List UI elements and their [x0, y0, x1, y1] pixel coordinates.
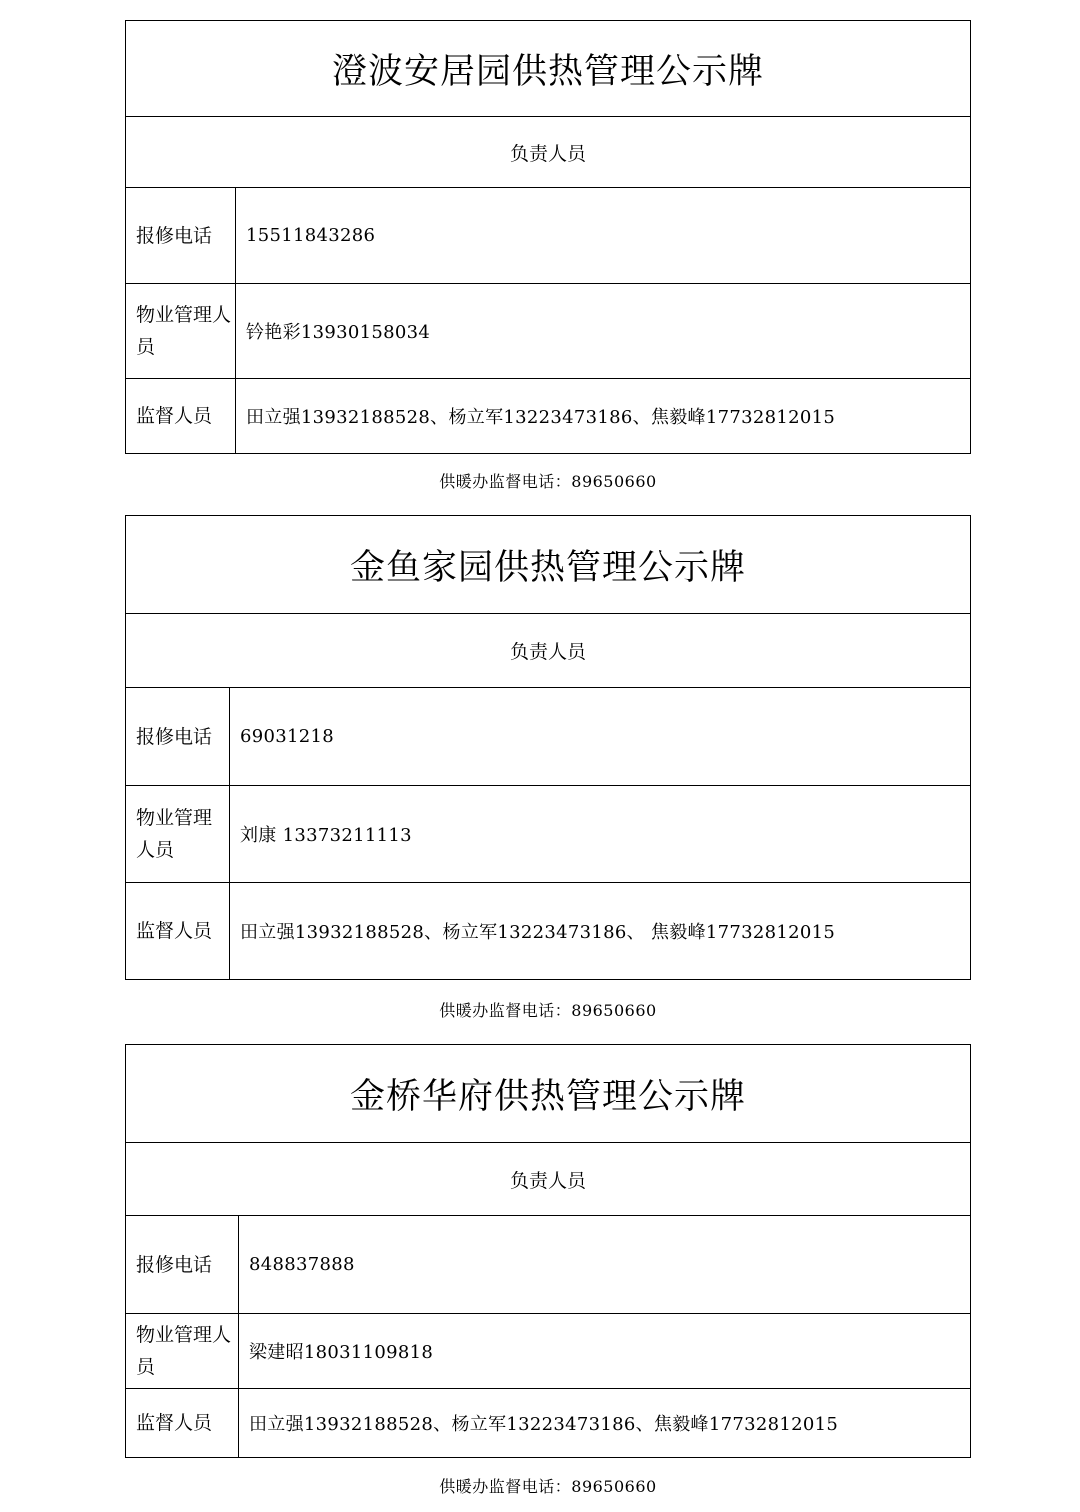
supervisor-label: 监督人员 [126, 1389, 239, 1458]
repair-phone-label: 报修电话 [126, 688, 230, 786]
supervisor-value: 田立强13932188528、杨立军13223473186、焦毅峰17732812015 [236, 379, 971, 454]
supervision-phone-note: 供暖办监督电话：89650660 [439, 1477, 657, 1496]
repair-phone-label: 报修电话 [126, 1216, 239, 1314]
supervision-phone-note: 供暖办监督电话：89650660 [439, 472, 657, 491]
property-manager-value: 钤艳彩13930158034 [236, 284, 971, 379]
responsible-header: 负责人员 [126, 117, 971, 188]
board-title: 金鱼家园供热管理公示牌 [126, 516, 971, 614]
property-manager-label: 物业管理人员 [126, 284, 236, 379]
property-manager-label: 物业管理人员 [126, 1314, 239, 1389]
repair-phone-value: 15511843286 [236, 188, 971, 284]
property-manager-label: 物业管理人员 [126, 786, 230, 883]
board-table [125, 515, 971, 980]
board-title: 金桥华府供热管理公示牌 [126, 1045, 971, 1143]
board-title: 澄波安居园供热管理公示牌 [126, 21, 971, 117]
board-table [125, 20, 971, 454]
property-manager-value: 刘康 13373211113 [230, 786, 971, 883]
supervisor-value: 田立强13932188528、杨立军13223473186、焦毅峰17732812015 [239, 1389, 971, 1458]
supervision-phone-note: 供暖办监督电话：89650660 [439, 1001, 657, 1020]
property-manager-value: 梁建昭18031109818 [239, 1314, 971, 1389]
repair-phone-value: 69031218 [230, 688, 971, 786]
notice-board-jinyu [125, 515, 971, 980]
supervisor-label: 监督人员 [126, 883, 230, 980]
notice-board-chengbo [125, 20, 971, 454]
responsible-header: 负责人员 [126, 614, 971, 688]
repair-phone-value: 848837888 [239, 1216, 971, 1314]
supervisor-label: 监督人员 [126, 379, 236, 454]
repair-phone-label: 报修电话 [126, 188, 236, 284]
supervisor-value: 田立强13932188528、杨立军13223473186、 焦毅峰17732812015 [230, 883, 971, 980]
notice-board-jinqiao [125, 1044, 971, 1458]
board-table [125, 1044, 971, 1458]
responsible-header: 负责人员 [126, 1143, 971, 1216]
